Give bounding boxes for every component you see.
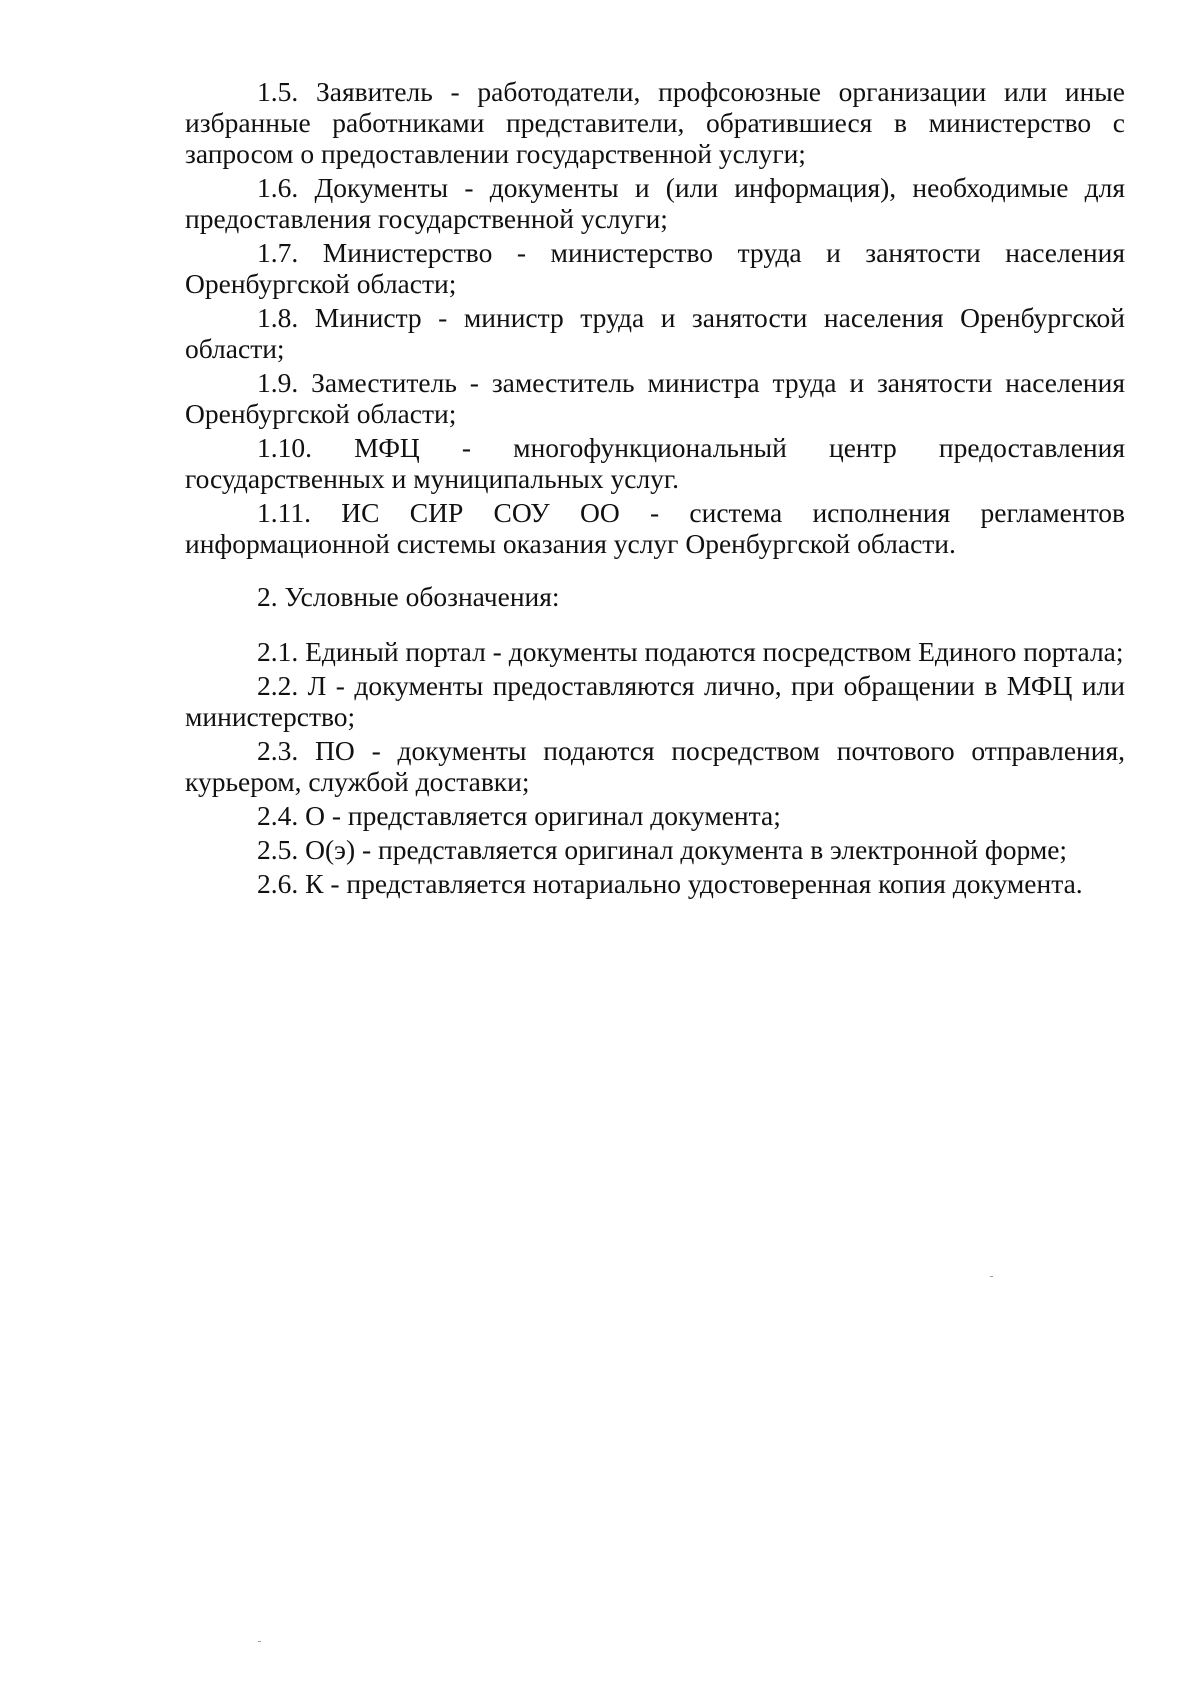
notation-item: 2.3. ПО - документы подаются посредством почтового отправления, курьером, службой доставки; (185, 735, 1125, 797)
definition-item: 1.11. ИС СИР СОУ ОО - система исполнения регламентов информационной системы оказания услуг Оренбургской области. (185, 497, 1125, 559)
scan-speck (990, 1276, 993, 1277)
notation-item: 2.1. Единый портал - документы подаются посредством Единого портала; (257, 636, 1124, 667)
scan-speck (258, 1641, 261, 1642)
document-body (185, 76, 1125, 902)
notation-heading: 2. Условные обозначения: (257, 581, 560, 612)
definition-item: 1.10. МФЦ - многофункциональный центр предоставления государственных и муниципальных услуг. (185, 432, 1125, 494)
definition-item: 1.8. Министр - министр труда и занятости населения Оренбургской области; (185, 302, 1125, 364)
definition-item: 1.5. Заявитель - работодатели, профсоюзные организации или иные избранные работниками представители, обратившиеся в министерство с запросом о предоставлении государственной услуги; (185, 76, 1125, 169)
notation-list (185, 636, 1125, 899)
notation-item: 2.5. О(э) - представляется оригинал документа в электронной форме; (257, 834, 1068, 865)
notation-item: 2.2. Л - документы предоставляются лично, при обращении в МФЦ или министерство; (185, 670, 1125, 732)
notation-item: 2.6. К - представляется нотариально удостоверенная копия документа. (257, 868, 1083, 899)
definition-item: 1.6. Документы - документы и (или информация), необходимые для предоставления государственной услуги; (185, 172, 1125, 234)
definition-item: 1.7. Министерство - министерство труда и занятости населения Оренбургской области; (185, 237, 1125, 299)
definitions-list (185, 76, 1125, 559)
definition-item: 1.9. Заместитель - заместитель министра труда и занятости населения Оренбургской области; (185, 367, 1125, 429)
notation-item: 2.4. О - представляется оригинал документа; (257, 800, 781, 831)
